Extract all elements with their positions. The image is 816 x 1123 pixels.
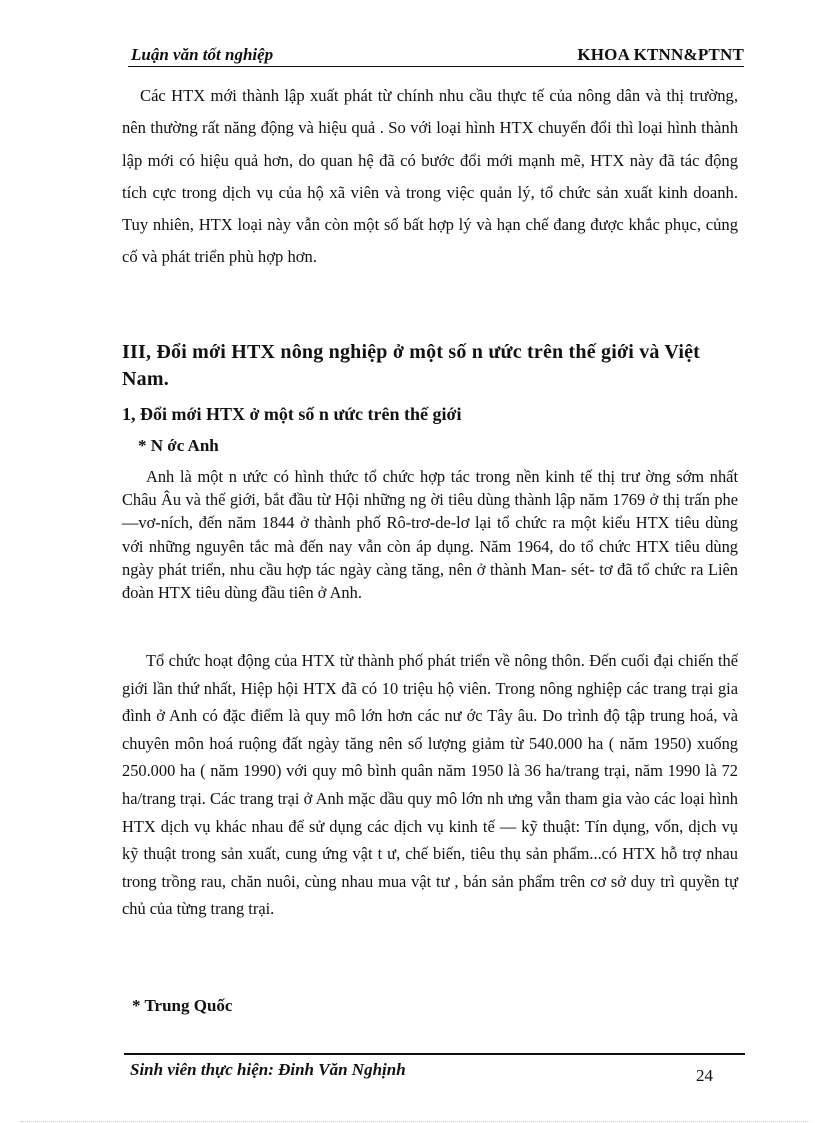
- country-heading-china: * Trung Quốc: [132, 996, 233, 1015]
- page-header: [128, 44, 744, 67]
- paragraph-england-farms: Tổ chức hoạt động của HTX từ thành phố phát triển về nông thôn. Đến cuối đại chiến thế giới lần thứ nhất, Hiệp hội HTX đã có 10 triệu hộ viên. Trong nông nghiệp các trang trại gia đình ở Anh có đặc điểm là quy mô lớn hơn các nư ớc Tây âu. Do trình độ tập trung hoá, và chuyên môn hoá ruộng đất ngày tăng nên số lượng giảm từ 540.000 ha ( năm 1950) xuống 250.000 ha ( năm 1990) với quy mô bình quân năm 1950 là 36 ha/trang trại, năm 1990 là 72 ha/trang trại. Các trang trại ở Anh mặc dầu quy mô lớn nh ưng vẫn tham gia vào các loại hình HTX dịch vụ khác nhau để sử dụng các dịch vụ kinh tế — kỹ thuật: Tín dụng, vốn, dịch vụ kỹ thuật trong sản xuất, cung ứng vật t ư, chế biến, tiêu thụ sản phẩm...có HTX hỗ trợ nhau trong trồng rau, chăn nuôi, cùng nhau mua vật tư , bán sản phẩm trên cơ sở duy trì quyền tự chủ của từng trang trại.: [122, 651, 738, 919]
- paragraph-england-history: Anh là một n ưức có hình thức tổ chức hợp tác trong nền kinh tế thị trư ờng sớm nhất Châu Âu và thế giới, bắt đầu từ Hội những ng ời tiêu dùng thành lập năm 1769 ở thị trấn phe —vơ-ních, đến năm 1844 ở thành phố Rô-trơ-de-lơ lại tổ chức ra một kiểu HTX tiêu dùng với những nguyên tắc mà đến nay vẫn còn áp dụng. Năm 1964, do tổ chức HTX tiêu dùng ngày phát triển, nhu cầu hợp tác ngày càng tăng, nên ở thành Man- sét- tơ đã tổ chức ra Liên đoàn HTX tiêu dùng đầu tiên ở Anh.: [122, 467, 738, 603]
- section-heading-iii: III, Đổi mới HTX nông nghiệp ở một số n ưức trên thế giới và Việt Nam.: [122, 341, 701, 390]
- footer-divider: [124, 1053, 745, 1055]
- header-thesis-label: Luận văn tốt nghiệp: [131, 45, 274, 64]
- paragraph-new-cooperatives: Các HTX mới thành lập xuất phát từ chính nhu cầu thực tế của nông dân và thị trường, nên thường rất năng động và hiệu quả . So với loại hình HTX chuyển đổi thì loại hình thành lập mới có hiệu quả hơn, do quan hệ đã có bước đổi mới mạnh mẽ, HTX này đã tác động tích cực trong dịch vụ của hộ xã viên và trong việc quản lý, tổ chức sản xuất kinh doanh. Tuy nhiên, HTX loại này vẫn còn một số bất hợp lý và hạn chế đang được khắc phục, củng cố và phát triển phù hợp hơn.: [122, 86, 738, 267]
- page-number: 24: [696, 1066, 713, 1085]
- country-heading-england: * N ớc Anh: [138, 436, 219, 455]
- page-break-dotted-line: [20, 1121, 810, 1122]
- subsection-heading-1: 1, Đổi mới HTX ở một số n ưức trên thế giới: [122, 404, 462, 424]
- footer-student-name: Sinh viên thực hiện: Đinh Văn Nghịnh: [130, 1060, 406, 1079]
- header-faculty-label: KHOA KTNN&PTNT: [577, 45, 744, 64]
